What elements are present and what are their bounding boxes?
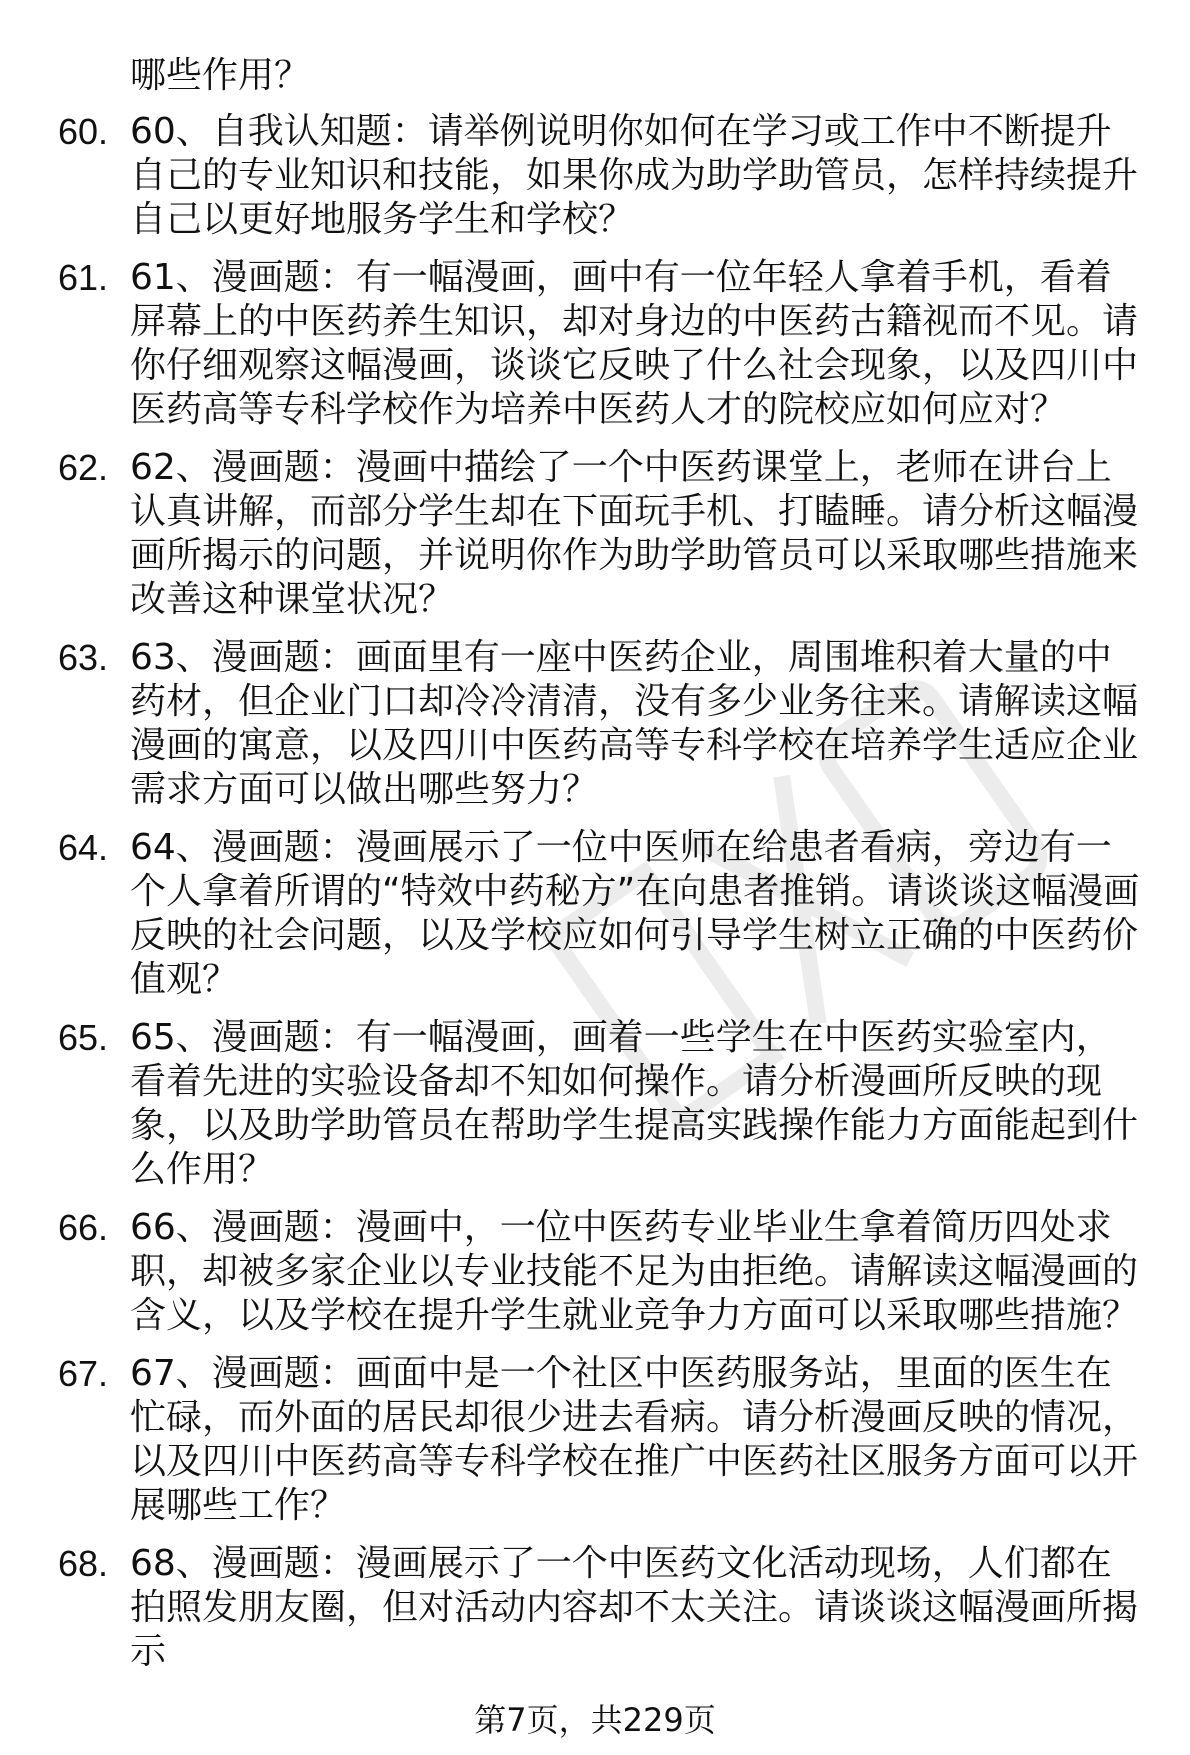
list-item-number: 65. (58, 1017, 109, 1058)
list-item-number: 63. (58, 637, 109, 678)
list-item-number: 62. (58, 447, 109, 488)
list-item-text: 65、漫画题：有一幅漫画，画着一些学生在中医药实验室内，看着先进的实验设备却不知如何操作。请分析漫画所反映的现象，以及助学助管员在帮助学生提高实践操作能力方面能起到什么作用？ (130, 1017, 1139, 1190)
list-item (0, 826, 1140, 1002)
question-list (0, 110, 1190, 1688)
list-item (0, 446, 1140, 622)
continuation-text: 哪些作用？ (130, 55, 311, 96)
list-item-text: 68、漫画题：漫画展示了一个中医药文化活动现场，人们都在拍照发朋友圈，但对活动内容却不太关注。请谈谈这幅漫画所揭示 (130, 1543, 1139, 1672)
list-item-number: 61. (58, 257, 109, 298)
list-item-text: 63、漫画题：画面里有一座中医药企业，周围堆积着大量的中药材，但企业门口却冷冷清清，没有多少业务往来。请解读这幅漫画的寓意，以及四川中医药高等专科学校在培养学生适应企业需求方面可以做出哪些努力？ (130, 637, 1139, 810)
list-item (0, 1016, 1140, 1192)
list-item-text: 61、漫画题：有一幅漫画，画中有一位年轻人拿着手机，看着屏幕上的中医药养生知识，却对身边的中医药古籍视而不见。请你仔细观察这幅漫画，谈谈它反映了什么社会现象，以及四川中医药高等专科学校作为培养中医药人才的院校应如何应对？ (130, 257, 1139, 430)
list-item (0, 1206, 1140, 1338)
list-item-text: 66、漫画题：漫画中，一位中医药专业毕业生拿着简历四处求职，却被多家企业以专业技能不足为由拒绝。请解读这幅漫画的含义，以及学校在提升学生就业竞争力方面可以采取哪些措施？ (130, 1207, 1139, 1336)
list-item (0, 1352, 1140, 1528)
list-item-text: 62、漫画题：漫画中描绘了一个中医药课堂上，老师在讲台上认真讲解，而部分学生却在下面玩手机、打瞌睡。请分析这幅漫画所揭示的问题，并说明你作为助学助管员可以采取哪些措施来改善这种课堂状况？ (130, 447, 1139, 620)
list-item-number: 67. (58, 1353, 109, 1394)
list-item-number: 68. (58, 1543, 109, 1584)
list-item-text: 67、漫画题：画面中是一个社区中医药服务站，里面的医生在忙碌，而外面的居民却很少进去看病。请分析漫画反映的情况，以及四川中医药高等专科学校在推广中医药社区服务方面可以开展哪些工作？ (130, 1353, 1139, 1526)
list-item (0, 1542, 1140, 1674)
list-item-text: 60、自我认知题：请举例说明你如何在学习或工作中不断提升自己的专业知识和技能，如果你成为助学助管员，怎样持续提升自己以更好地服务学生和学校？ (130, 111, 1139, 240)
list-item-number: 60. (58, 111, 109, 152)
list-item (0, 110, 1140, 242)
list-item-number: 66. (58, 1207, 109, 1248)
list-item-text: 64、漫画题：漫画展示了一位中医师在给患者看病，旁边有一个人拿着所谓的“特效中药秘方”在向患者推销。请谈谈这幅漫画反映的社会问题，以及学校应如何引导学生树立正确的中医药价值观？ (130, 827, 1140, 1000)
list-item (0, 636, 1140, 812)
list-item (0, 256, 1140, 432)
page-footer: 第7页，共229页 (474, 1701, 716, 1739)
list-item-number: 64. (58, 827, 109, 868)
